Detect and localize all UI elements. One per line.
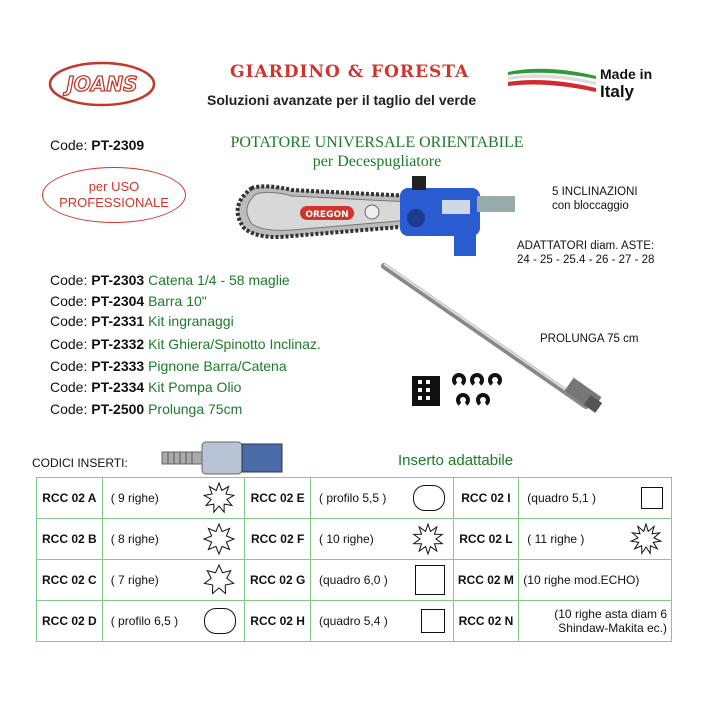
insert-desc: (10 righe asta diam 6 bbox=[554, 607, 667, 621]
list-item: Code: PT-2334 Kit Pompa Olio bbox=[50, 378, 242, 395]
insert-code: RCC 02 B bbox=[37, 519, 103, 560]
star-10-icon bbox=[411, 522, 445, 556]
insert-desc: (quadro 6,0 ) bbox=[319, 573, 388, 587]
insert-adapter-image bbox=[160, 438, 286, 478]
insert-code: RCC 02 L bbox=[453, 519, 519, 560]
square-icon bbox=[421, 609, 445, 633]
professional-badge bbox=[42, 167, 186, 223]
product-title-line1: POTATORE UNIVERSALE ORIENTABILE bbox=[230, 134, 524, 151]
square-icon bbox=[641, 487, 663, 509]
star-11-icon bbox=[629, 522, 663, 556]
product-title bbox=[214, 133, 540, 171]
oval-icon bbox=[413, 485, 445, 511]
inclinazioni-line1: 5 INCLINAZIONI bbox=[552, 186, 638, 198]
adapter-kit-image bbox=[410, 372, 506, 412]
insert-code: RCC 02 H bbox=[245, 601, 311, 642]
insert-code: RCC 02 F bbox=[245, 519, 311, 560]
star-8-icon bbox=[202, 522, 236, 556]
insert-code: RCC 02 E bbox=[245, 478, 311, 519]
insert-desc: ( 9 righe) bbox=[110, 491, 159, 505]
insert-desc: (quadro 5,1 ) bbox=[527, 491, 596, 505]
made-in-label: Made in bbox=[600, 66, 653, 82]
codici-inserti-label: CODICI INSERTI: bbox=[32, 456, 128, 470]
code-value: PT-2309 bbox=[91, 137, 145, 153]
insert-code: RCC 02 N bbox=[453, 601, 519, 642]
prolunga-note: PROLUNGA 75 cm bbox=[540, 333, 639, 345]
adattatori-line1: ADATTATORI diam. ASTE: bbox=[517, 240, 655, 252]
insert-code: RCC 02 A bbox=[37, 478, 103, 519]
star-7-icon bbox=[202, 563, 236, 597]
svg-text:JOANS: JOANS bbox=[66, 72, 138, 96]
table-row bbox=[37, 519, 672, 560]
insert-desc: ( 8 righe) bbox=[110, 532, 159, 546]
inclinazioni-note bbox=[552, 185, 638, 213]
joans-logo bbox=[48, 60, 156, 108]
list-item: Code: PT-2333 Pignone Barra/Catena bbox=[50, 358, 287, 374]
inserto-adattabile-label: Inserto adattabile bbox=[398, 452, 514, 469]
insert-desc: ( profilo 6,5 ) bbox=[110, 614, 179, 628]
adattatori-line2: 24 - 25 - 25.4 - 26 - 27 - 28 bbox=[517, 254, 655, 266]
brand-subtitle: Soluzioni avanzate per il taglio del verde bbox=[207, 92, 477, 108]
inserts-table bbox=[36, 477, 672, 642]
list-item: Code: PT-2304 Barra 10" bbox=[50, 292, 207, 309]
square-icon bbox=[415, 565, 445, 595]
oval-icon bbox=[204, 608, 236, 634]
insert-desc: (quadro 5,4 ) bbox=[319, 614, 388, 628]
insert-code: RCC 02 M bbox=[453, 560, 519, 601]
insert-desc: ( 7 righe) bbox=[110, 573, 159, 587]
insert-desc-line2: Shindaw-Makita ec.) bbox=[558, 621, 667, 635]
inclinazioni-line2: con bloccaggio bbox=[552, 200, 629, 212]
pole-pruner-image bbox=[222, 170, 522, 262]
spare-parts-list bbox=[50, 270, 321, 420]
italy-label: Italy bbox=[600, 82, 635, 101]
insert-code: RCC 02 I bbox=[453, 478, 519, 519]
list-item: Code: PT-2331 Kit ingranaggi bbox=[50, 313, 234, 329]
brand-title: GIARDINO & FORESTA bbox=[230, 62, 470, 82]
list-item: Code: PT-2332 Kit Ghiera/Spinotto Inclinaz. bbox=[50, 335, 321, 352]
table-row bbox=[37, 560, 672, 601]
list-item: Code: PT-2500 Prolunga 75cm bbox=[50, 401, 243, 417]
insert-desc: ( 11 righe ) bbox=[527, 532, 585, 546]
table-row bbox=[37, 478, 672, 519]
code-label: Code: bbox=[50, 137, 88, 153]
badge-line2: PROFESSIONALE bbox=[59, 195, 169, 210]
table-row bbox=[37, 601, 672, 642]
badge-line1: per USO bbox=[88, 179, 140, 194]
list-item: Code: PT-2303 Catena 1/4 - 58 maglie bbox=[50, 272, 290, 288]
insert-desc: ( profilo 5,5 ) bbox=[319, 491, 387, 505]
insert-code: RCC 02 C bbox=[37, 560, 103, 601]
insert-code: RCC 02 G bbox=[245, 560, 311, 601]
insert-code: RCC 02 D bbox=[37, 601, 103, 642]
italy-flag-swoosh-icon bbox=[506, 62, 598, 102]
star-9-icon bbox=[202, 481, 236, 515]
insert-desc: ( 10 righe) bbox=[319, 532, 374, 546]
product-title-line2: per Decespugliatore bbox=[312, 153, 442, 170]
made-in-italy bbox=[600, 66, 652, 100]
product-code bbox=[50, 137, 144, 153]
svg-text:OREGON: OREGON bbox=[305, 210, 349, 220]
insert-desc: (10 righe mod.ECHO) bbox=[523, 573, 640, 587]
